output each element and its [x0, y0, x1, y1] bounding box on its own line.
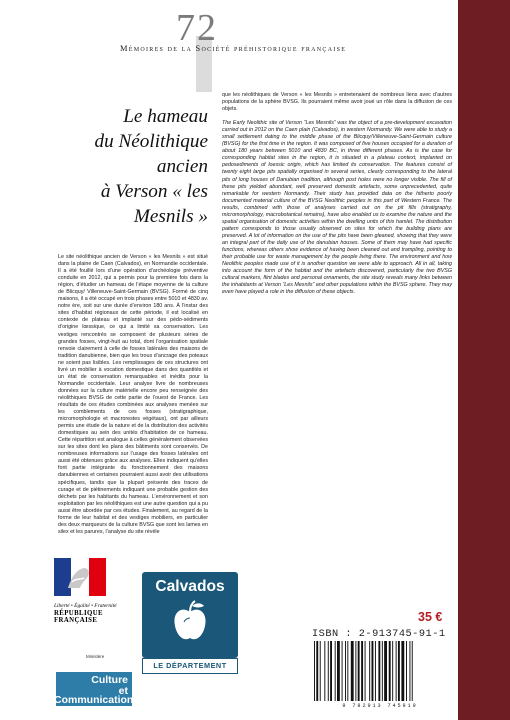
summary-french: Le site néolithique ancien de Verson « les Mesnils » est situé dans la plaine de Caen (Calvados), en Normandie occidentale. Il a été fouillé lors d’une opération d’archéologie préventive conduite en 2012, qui a permis pour la première fois dans la région, d’étudier un hameau de l’étape moyenne de la culture de Blicquy/ Villeneuve-Saint-Germain (BVSG). Formé de cinq maisons, il a été occupé en trois phases entre 5010 et 4830 av. notre ère, soit sur une durée d’environ 180 ans. À l’instar des sites d’habitat régionaux de cette période, il est localisé en contexte de plateau et implanté sur des pédo-sédiments d’origine lœssique, ce qui a limité sa conservation. Les vestiges rencontrés se composent de plusieurs séries de grandes fosses, vingt-huit au total, dont l’organisation spatiale renvoie clairement à celle de fosses latérales des maisons de tradition danubienne, bien que les trous d’ancrage des poteaux ne soient pas lisibles. Les remplissages de ces structures ont livré un mobilier à vocation domestique dans des quantités et un état de conservation remarquables et inédits pour la Normandie occidentale. Leur analyse livre de nombreuses données sur la culture matérielle encore peu renseignée des néolithiques BVSG de cette partie de l’ouest de France. Les résultats de ces études combinées aux analyses menées sur les comblements de ces fosses (stratigraphique, micromorphologie et macrorestes végétaux), ont par ailleurs permis une étude de la nature et de la distribution des activités domestiques au sein des unités d’habitation de ce hameau. Cette répartition est analogue à celles généralement observées sur les sites dont les plans des bâtiments sont conservés. De nombreuses informations sur l’usage des fosses latérales ont aussi été obtenues grâce aux analyses. Elles indiquent qu’elles font partie intégrante du fonctionnement des maisons danubiennes et certaines pourraient aussi avoir des utilisations spécifiques, tandis que la plupart présente des traces de curage et de piétinements indiquant une probable gestion des déchets par les habitants du hameau. L’environnement et son exploitation par les néolithiques est une autre question qui a pu aussi être abordée par ces études. Finalement, au regard de la forme de leur habitat et des vestiges mobiliers, en particulier des deux marqueurs de la culture BVSG que sont les lames en silex et les parures, l’analyse du site révèle: [58, 254, 209, 535]
apple-icon: [172, 600, 208, 644]
series-number: 72: [176, 7, 218, 49]
republique-francaise-logo: [54, 558, 136, 640]
book-title: [58, 104, 208, 229]
et-word: et: [118, 685, 128, 697]
ministere-culture-logo: [56, 652, 132, 714]
culture-band: [56, 672, 132, 706]
calvados-panel: [142, 572, 238, 658]
book-title-line-2: du Néolithique ancien: [94, 131, 208, 177]
book-title-line-3: à Verson « les Mesnils »: [100, 181, 208, 227]
summary-english: The Early Neolithic site of Verson “Les Mesnils” was the object of a pre-development excavation carried out in 2012 on the Caen plain (Calvados), in western Normandy. We were able to study a small settlement dating to the middle phase of the Blicquy/Villeneuve-Saint-Germain culture (BVSG) for the first time in the region. It was composed of five houses occupied for a duration of about 180 years between 5010 and 4830 BC, in three different phases. As is the case for corresponding habitat sites in the region, it is situated in a plateau context, implanted on pedosediments of loessic origin, which has limited its conservation. The features consist of twenty eight large pits spatially organised in several series, clearly corresponding to the lateral pits of long houses of Danubian tradition, although post holes were no longer visible. The fill of these pits yielded abundant, well preserved domestic artefacts, some unprecedented, quite remarkable for western Normandy. Their study has provided data on the hitherto poorly documented material culture of the BVSG Neolithic peoples in this part of Western France. The results, combined with those of analyses carried out on the pit fills (stratigraphy, micromorphology, macrobotanical remains), have also enabled us to examine the nature and the spatial organisation of domestic activities within the dwelling units of this hamlet. The distribution pattern corresponds to those usually observed on sites for which the building plans are preserved. A lot of information on the use of the pits have been gleaned, showing that they were an integral part of the daily use of the danubian houses. Some of them may have had specific functions, whereas others show evidence of having been cleaned out and trampling, pointing to their probable use for waste management by the people living there. The environment and how Neolithic peoples made use of it is another question we were able to approach. All in all, taking into account the form of the habitat and the artefacts discovered, particularly the two BVSG cultural markers, flint blades and personal ornaments, the site study reveals many links between the inhabitants at Verson “Les Mesnils” and other populations within the BVSG sphere. They may even have played a role in the diffusion of these objects.: [222, 120, 452, 296]
summary-french-continuation: que les néolithiques de Verson « les Mesnils » entretenaient de nombreux liens avec d’autres populations de la sphère BVSG. Ils pourraient même avoir joué un rôle dans la diffusion de ces objets.: [222, 92, 452, 113]
barcode-digits: 9 782913 745919: [342, 703, 418, 709]
communication-word: Communication: [54, 694, 134, 706]
price: 35 €: [418, 610, 443, 624]
series-title: Mémoires de la Société préhistorique française: [120, 44, 347, 53]
summary-right-column: [222, 92, 452, 296]
calvados-departement: LE DÉPARTEMENT: [142, 658, 238, 674]
rf-name: RÉPUBLIQUE FRANÇAISE: [54, 610, 103, 624]
ministere-label: Ministère: [86, 654, 105, 659]
isbn: ISBN : 2-913745-91-1: [312, 628, 446, 640]
barcode-icon: [312, 641, 454, 701]
calvados-logo: [142, 572, 238, 674]
rf-motto: Liberté • Égalité • Fraternité: [54, 603, 117, 609]
calvados-name: Calvados: [155, 578, 225, 595]
marianne-icon: [54, 558, 106, 596]
book-title-line-1: Le hameau: [123, 106, 208, 127]
culture-word: Culture: [91, 674, 128, 686]
color-sidebar: [458, 0, 510, 720]
